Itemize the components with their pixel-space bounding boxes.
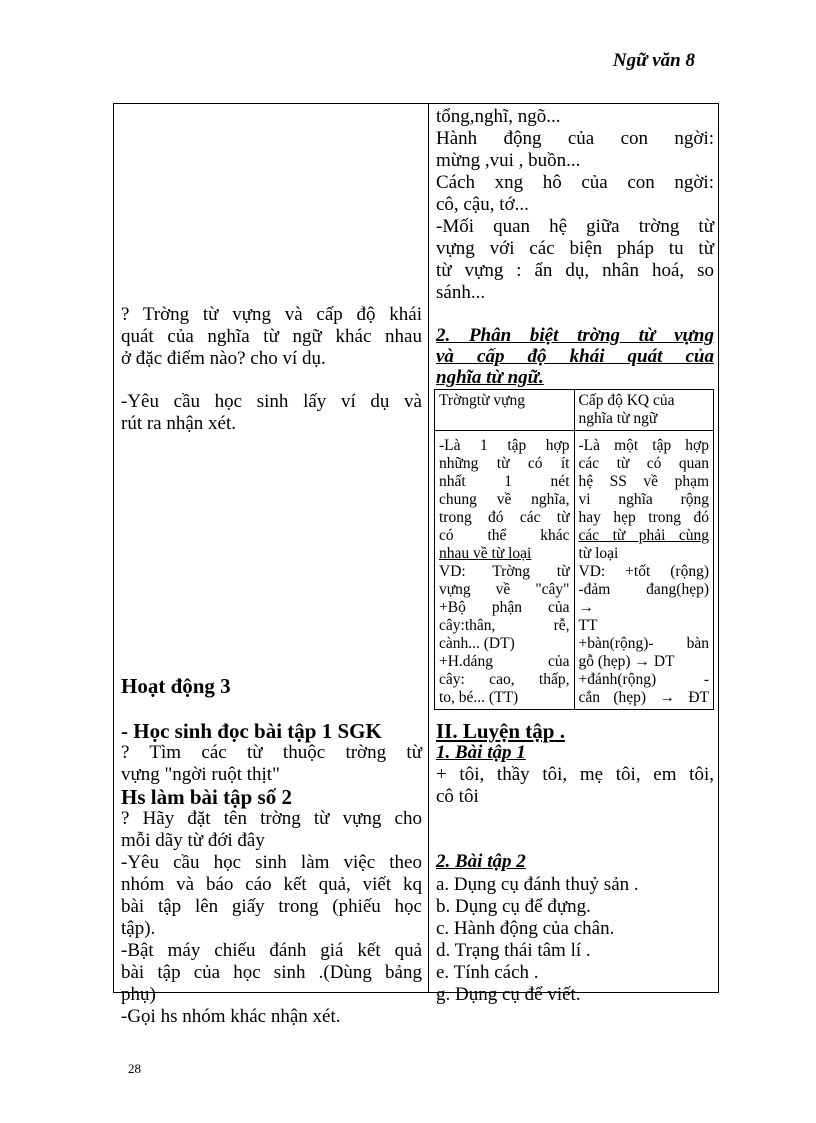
exercise1-question: ? Tìm các từ thuộc trờng từ vựng "ngời ruột thịt" (121, 742, 422, 785)
exercise1-answer: + tôi, thầy tôi, mẹ tôi, em tôi, cô tôi (436, 764, 714, 807)
exercise2-projector: -Bật máy chiếu đánh giá kết quả bài tập của học sinh .(Dùng bảng phụ) (121, 940, 422, 1005)
exercise2-heading: Hs làm bài tập số 2 (121, 785, 292, 809)
comparison-row (435, 431, 714, 710)
list-item: g. Dụng cụ để viết. (436, 984, 581, 1005)
exercise2-call-group: -Gọi hs nhóm khác nhận xét. (121, 1006, 341, 1027)
comparison-header-row (435, 390, 714, 431)
header-generality-level: Cấp độ KQ của nghĩa từ ngữ (574, 390, 714, 431)
exercise1-title: 1. Bài tập 1 (436, 742, 526, 763)
list-item: c. Hành động của chân. (436, 918, 615, 939)
exercise1-heading: - Học sinh đọc bài tập 1 SGK (121, 719, 382, 743)
comparison-table (434, 389, 714, 710)
section2-title: 2. Phân biệt trờng từ vựng và cấp độ khái quát của nghĩa từ ngữ. (436, 325, 714, 388)
list-item: b. Dụng cụ để đựng. (436, 896, 591, 917)
lesson-table (113, 103, 719, 1027)
page-header-title: Ngữ văn 8 (612, 50, 695, 71)
list-item: d. Trạng thái tâm lí . (436, 940, 591, 961)
field-definition-cell: -Là 1 tập hợp những từ có ít nhất 1 nét chung về nghĩa, trong đó các từ có thể khác nhau về từ loại VD: Trờng từ vựng về "cây" +Bộ phận của cây:thân, rễ, cành... (DT) +H.dáng của cây: cao, thấp, to, bé... (TT) (435, 431, 575, 710)
semantic-field-notes: tổng,nghĩ, ngõ... Hành động của con ngời: mừng ,vui , buồn... Cách xng hô của con ngời: cô, cậu, tớ... -Mối quan hệ giữa trờng từ vựng với các biện pháp tu từ từ vựng : ẩn dụ, nhân hoá, so sánh... (436, 106, 714, 303)
level-definition-cell: -Là một tập hợp các từ có quan hệ SS về phạm vi nghĩa rộng hay hẹp trong đó các từ phải cùng từ loại VD: +tốt (rộng) -đảm đang(hẹp) → TT +bàn(rộng)- bàn gỗ (hẹp) → DT +đánh(rộng) - cắn (hẹp) → ĐT (574, 431, 714, 710)
header-semantic-field: Trờngtừ vựng (435, 390, 575, 431)
column-divider (428, 104, 429, 992)
activity-heading: Hoạt động 3 (121, 674, 231, 698)
page-number: 28 (128, 1061, 141, 1076)
question-field-vs-level: ? Trờng từ vựng và cấp độ khái quát của nghĩa từ ngữ khác nhau ở đặc điểm nào? cho ví dụ. (121, 304, 422, 369)
request-example: -Yêu cầu học sinh lấy ví dụ và rút ra nhận xét. (121, 391, 422, 434)
exercise2-title: 2. Bài tập 2 (436, 851, 526, 872)
exercise2-answers (436, 874, 714, 1006)
list-item: a. Dụng cụ đánh thuỷ sản . (436, 874, 639, 895)
exercise2-question: ? Hãy đặt tên trờng từ vựng cho mỗi dãy từ đới đây (121, 808, 422, 851)
practice-heading: II. Luyện tập . (436, 719, 565, 743)
exercise2-request: -Yêu cầu học sinh làm việc theo nhóm và báo cáo kết quả, viết kq bài tập lên giấy trong (phiếu học tập). (121, 852, 422, 939)
list-item: e. Tính cách . (436, 962, 539, 983)
